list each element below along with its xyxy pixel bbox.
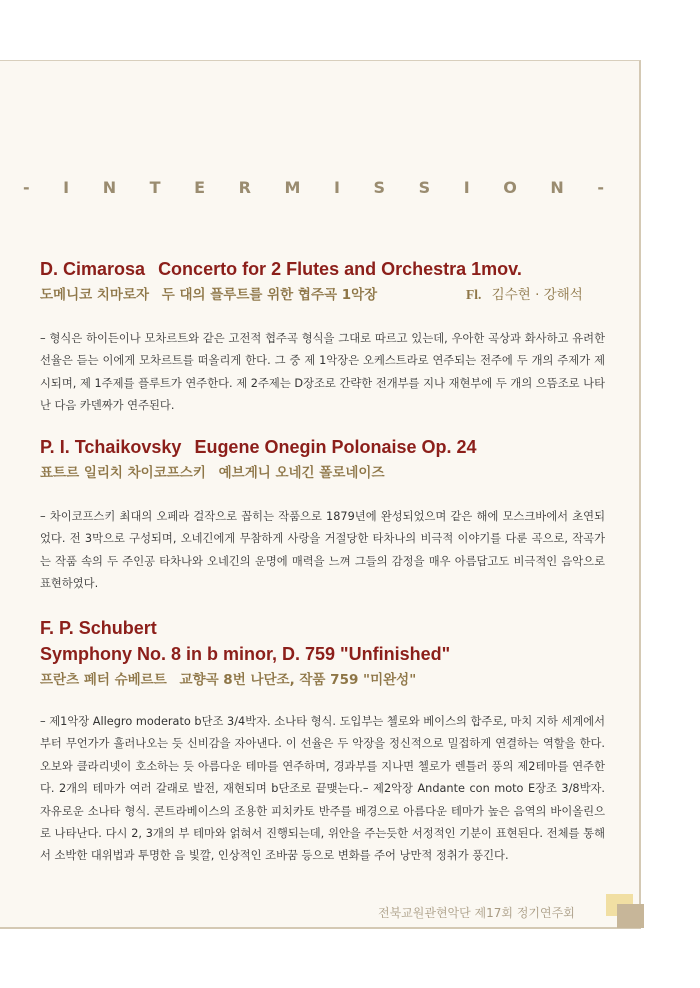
piece-title-korean	[40, 671, 605, 689]
work-title-korean: 두 대의 플루트를 위한 협주곡 1악장	[161, 287, 378, 303]
composer-name: D. Cimarosa	[40, 259, 146, 279]
work-title: Symphony No. 8 in b minor, D. 759 "Unfinished"	[40, 644, 451, 664]
piece-title	[40, 258, 605, 280]
piece-description: – 제1악장 Allegro moderato b단조 3/4박자. 소나타 형식. 도입부는 첼로와 베이스의 합주로, 마치 지하 세계에서부터 무언가가 흘러나오는 듯 신비감을 자아낸다. 이 선율은 두 악장을 정신적으로 밀접하게 연결하는 역할을 한다. 오보와 클라리넷이 호소하는 듯 아름다운 테마를 연주하며, 경과부를 지나면 첼로가 렌틀러 풍의 제2테마를 연주한다. 2개의 테마가 여러 갈래로 발전, 재현되며 b단조로 끝맺는다.– 제2악장 Andante con moto E장조 3/8박자. 자유로운 소나타 형식. 콘트라베이스의 조용한 피치카토 반주를 배경으로 아름다운 테마가 높은 음역의 바이올린으로 나타난다. 다시 2, 3개의 부 테마와 얽혀서 진행되는데, 위안을 주는듯한 서정적인 기분이 표현된다. 전체를 통해서 소박한 대위법과 투명한 음 빛깔, 인상적인 조바꿈 등으로 변화를 주어 낭만적 정취가 풍긴다.	[40, 715, 605, 863]
piece-title	[40, 436, 605, 458]
composer-name-korean: 도메니코 치마로자	[40, 287, 150, 303]
decorative-square-dark	[617, 904, 644, 928]
composer-name-korean: 프란츠 페터 슈베르트	[40, 672, 167, 688]
program-item-cimarosa	[40, 258, 605, 418]
piece-description: – 형식은 하이든이나 모차르트와 같은 고전적 협주곡 형식을 그대로 따르고 있는데, 우아한 곡상과 화사하고 유려한 선율은 듣는 이에게 모차르트를 떠올리게 한다. 그 중 제 1악장은 오케스트라로 연주되는 전주에 두 개의 주제가 제시되며, 제 1주제를 플루트가 연주한다. 제 2주제는 D장조로 간략한 전개부를 지나 재현부에 두 개의 으뜸조로 나타난 다음 카덴짜가 연주된다.	[40, 332, 605, 413]
instrument-abbrev: Fl.	[466, 287, 482, 302]
intermission-heading: - I N T E R M I S S I O N -	[22, 178, 619, 197]
piece-description: – 차이코프스키 최대의 오페라 걸작으로 꼽히는 작품으로 1879년에 완성되었으며 같은 해에 모스크바에서 초연되었다. 전 3막으로 구성되며, 오네긴에게 무참하게 사랑을 거절당한 타차나의 비극적 이야기를 다룬 곡으로, 작곡가는 작품 속의 두 주인공 타차나와 오네긴의 운명에 매력을 느껴 그들의 감정을 매우 아름답고도 비극적인 음악으로 표현하였다.	[40, 510, 605, 591]
work-title-korean: 예브게니 오네긴 폴로네이즈	[218, 465, 385, 481]
work-title: Eugene Onegin Polonaise Op. 24	[194, 437, 477, 457]
composer-name: P. I. Tchaikovsky	[40, 437, 182, 457]
work-title-korean: 교향곡 8번 나단조, 작품 759 "미완성"	[179, 672, 417, 688]
performers	[466, 286, 583, 304]
performer-names: 김수현 · 강해석	[491, 287, 583, 303]
work-title: Concerto for 2 Flutes and Orchestra 1mov.	[158, 259, 522, 279]
piece-title-korean	[40, 464, 605, 482]
piece-title-korean	[40, 286, 605, 304]
program-item-schubert	[40, 617, 605, 868]
composer-name: F. P. Schubert	[40, 618, 157, 638]
program-item-tchaikovsky	[40, 436, 605, 596]
composer-name-korean: 표트르 일리치 차이코프스키	[40, 465, 206, 481]
footer-concert-title: 전북교원관현악단 제17회 정기연주회	[378, 906, 575, 920]
